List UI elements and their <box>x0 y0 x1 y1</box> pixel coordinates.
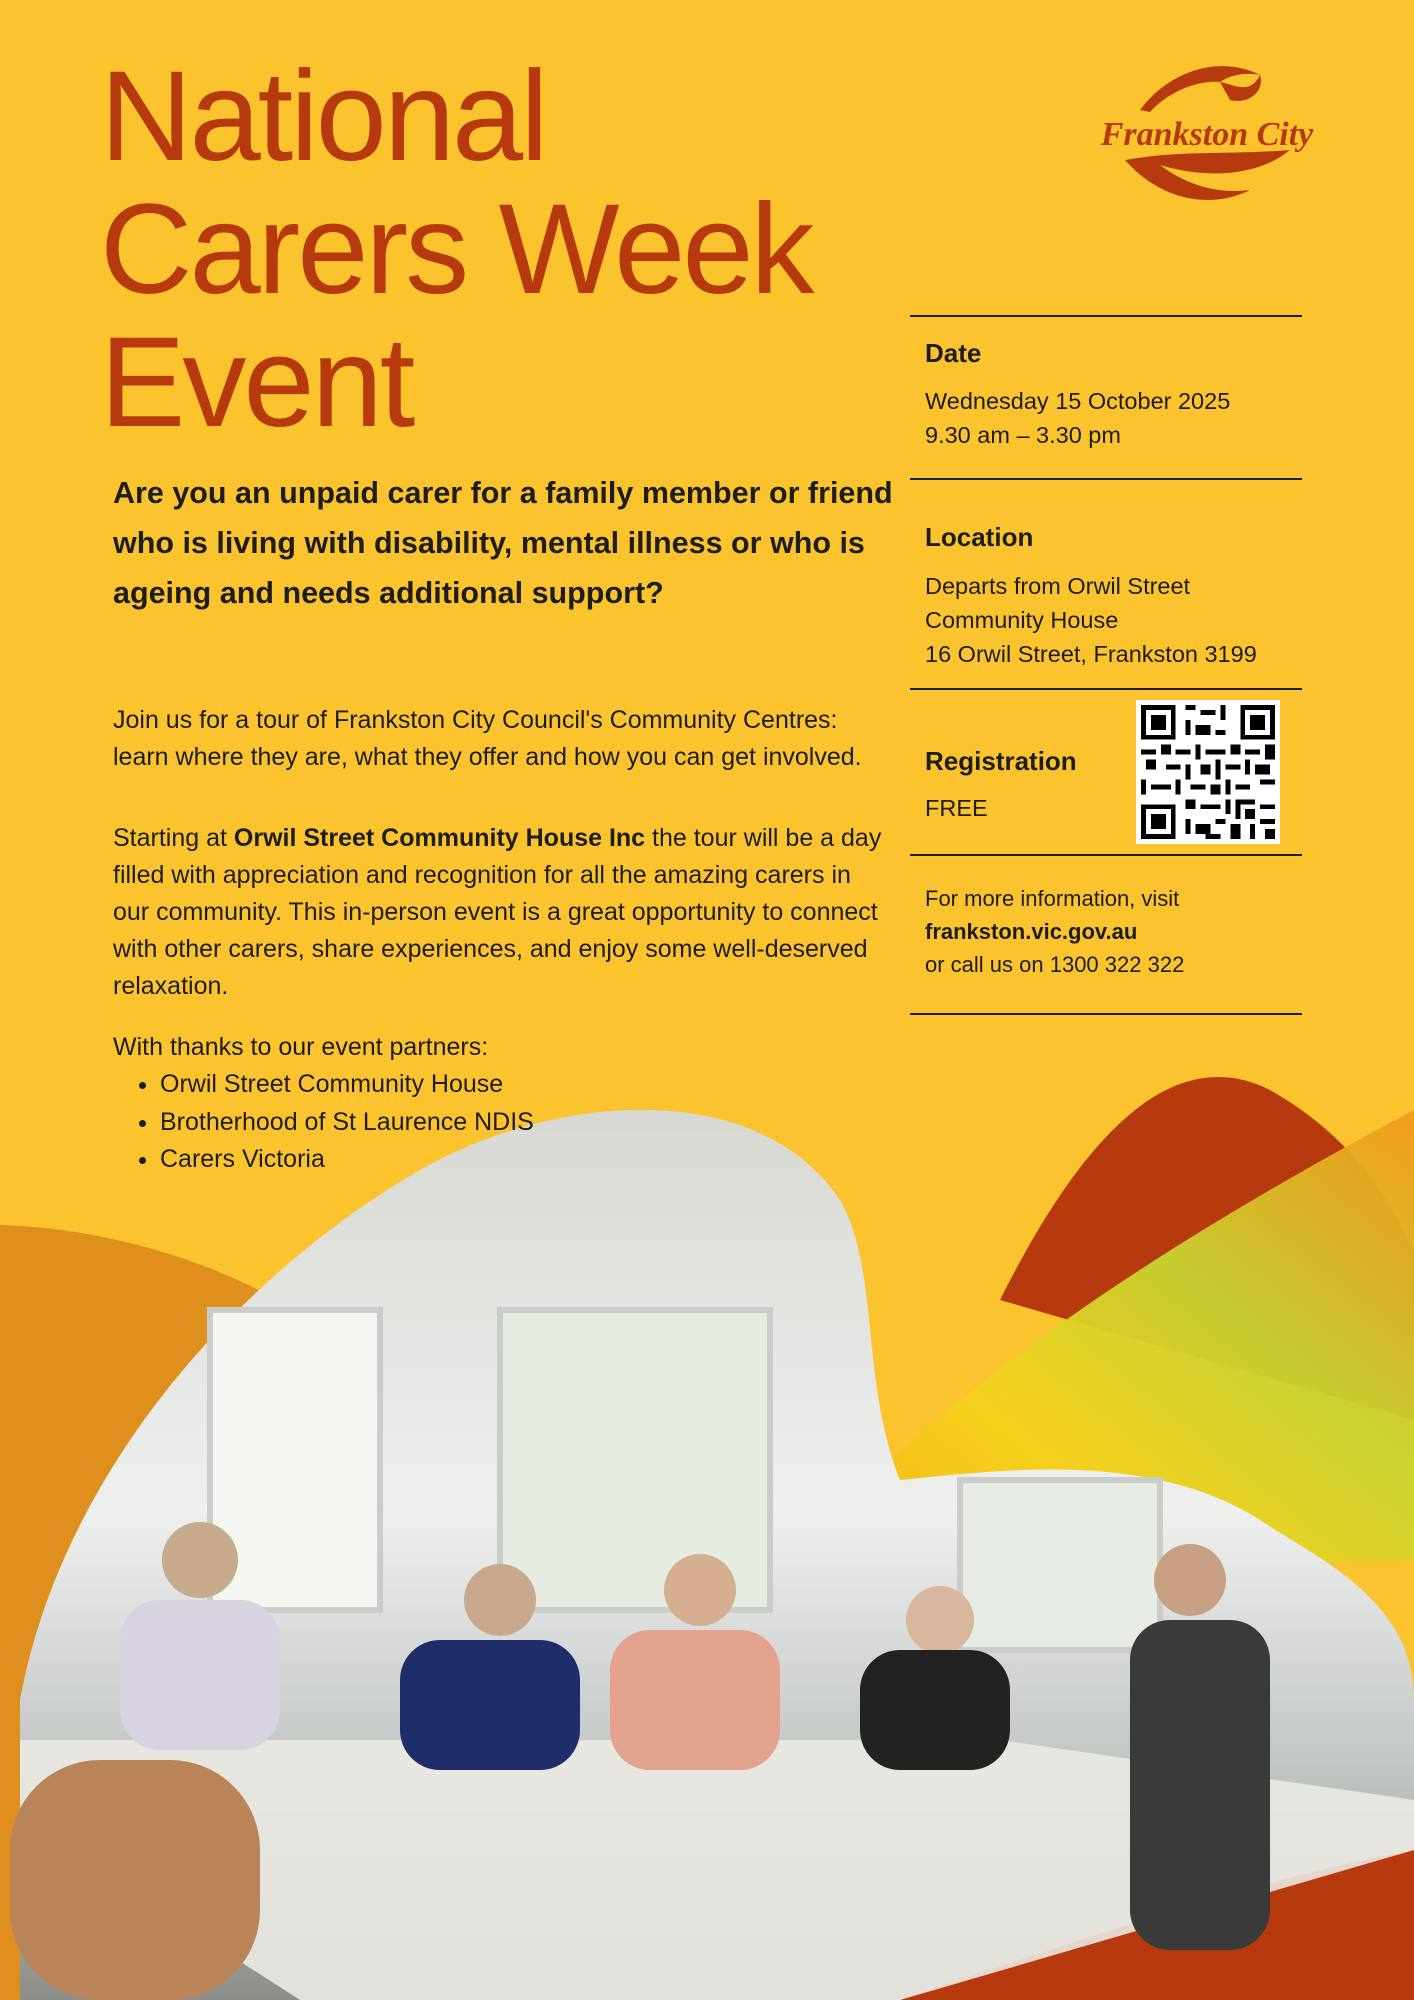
page-title <box>100 45 812 454</box>
title-line-2: Carers Week <box>100 178 812 321</box>
divider <box>910 688 1302 690</box>
partners-list <box>160 1066 534 1179</box>
registration-qr-code[interactable] <box>1136 700 1280 844</box>
divider <box>910 315 1302 317</box>
title-line-3: Event <box>100 311 413 454</box>
logo-wordmark: Frankston City <box>1100 116 1314 153</box>
partner-item: • Carers Victoria <box>160 1141 534 1179</box>
question-heading: Are you an unpaid carer for a family member or friend who is living with disability, mental illness or who is ageing and needs additional support? <box>113 476 893 610</box>
title-line-1: National <box>100 45 546 188</box>
location-line: Departs from Orwil Street <box>925 573 1191 599</box>
frankston-city-logo <box>1100 50 1315 210</box>
partner-item: • Brotherhood of St Laurence NDIS <box>160 1104 534 1142</box>
date-heading: Date <box>925 338 982 368</box>
tour-paragraph <box>113 820 893 1005</box>
tour-suffix: the tour will be a day filled with appreciation and recognition for all the amazing carers in our community. This in-person event is a great opportunity to connect with other carers, share experiences, and enjoy some well-deserved relaxation. <box>113 824 882 1000</box>
more-info-link[interactable] <box>925 915 1137 949</box>
intro-paragraph: Join us for a tour of Frankston City Council's Community Centres: learn where they are, what they offer and how you can get involved. <box>113 706 862 771</box>
tour-venue: Orwil Street Community House Inc <box>233 824 646 852</box>
location-line: Community House <box>925 607 1119 633</box>
partner-item: • Orwil Street Community House <box>160 1066 534 1104</box>
date-value: Wednesday 15 October 2025 <box>925 388 1231 414</box>
registration-heading: Registration <box>925 746 1077 776</box>
location-line: 16 Orwil Street, Frankston 3199 <box>925 641 1257 667</box>
phone-text: or call us on 1300 322 322 <box>925 952 1185 977</box>
registration-value: FREE <box>925 795 988 821</box>
website-link[interactable]: frankston.vic.gov.au <box>925 919 1138 944</box>
time-value: 9.30 am – 3.30 pm <box>925 422 1121 448</box>
location-heading: Location <box>925 522 1034 552</box>
partners-intro: With thanks to our event partners: <box>113 1033 489 1061</box>
divider <box>910 1013 1302 1015</box>
divider <box>910 478 1302 480</box>
tour-prefix: Starting at <box>113 824 234 852</box>
more-info-text: For more information, visit <box>925 886 1180 911</box>
divider <box>910 854 1302 856</box>
